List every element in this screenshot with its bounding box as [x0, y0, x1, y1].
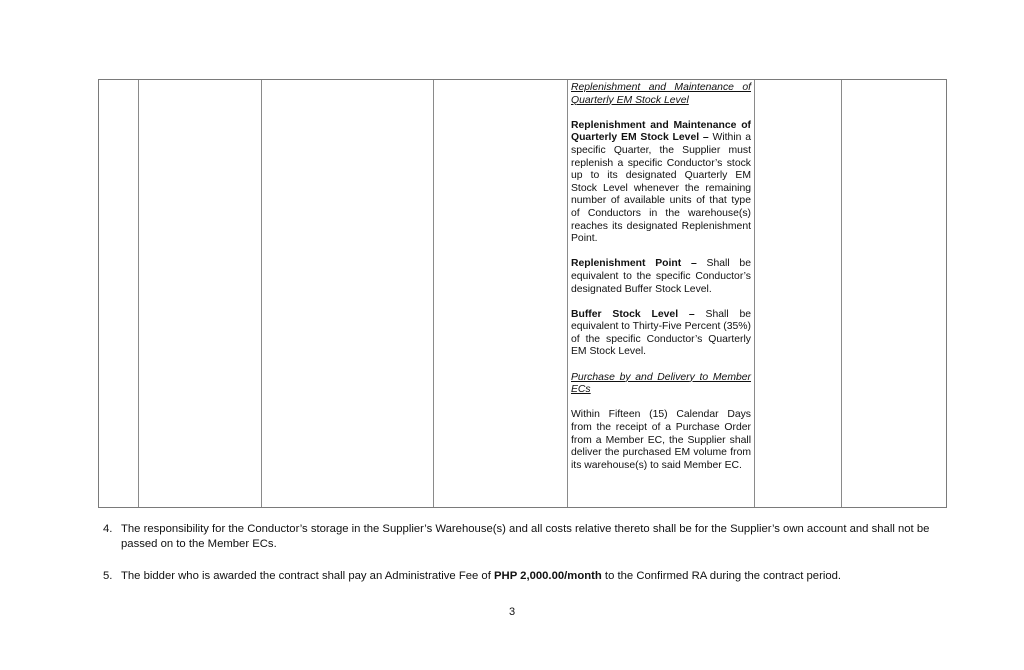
subheading-purchase-delivery: Purchase by and Delivery to Member ECs — [571, 371, 751, 396]
requirements-cell — [571, 82, 751, 472]
list-number: 5. — [103, 570, 113, 582]
term-replenishment-point: Replenishment Point – — [571, 258, 697, 270]
list-number: 4. — [103, 523, 113, 535]
paragraph-replenishment — [571, 120, 751, 246]
list-text-after: to the Confirmed RA during the contract period. — [601, 570, 842, 582]
specifications-table — [98, 79, 947, 508]
column-divider — [841, 80, 842, 507]
column-divider — [754, 80, 755, 507]
paragraph-delivery: Within Fifteen (15) Calendar Days from the receipt of a Purchase Order from a Member EC, the Supplier shall deliver the purchased EM volume from its warehouse(s) to said Member EC. — [571, 409, 751, 471]
definition-replenishment: Within a specific Quarter, the Supplier must replenish a specific Conductor’s stock up to its designated Quarterly EM Stock Level whenever the remaining number of available units of that type of Conductors in the warehouse(s) reaches its designated Replenishment Point. — [571, 132, 752, 245]
list-text-before: The bidder who is awarded the contract shall pay an Administrative Fee of — [121, 570, 494, 582]
term-replenishment: Replenishment and Maintenance of Quarterly EM Stock Level – — [571, 119, 751, 144]
paragraph-replenishment-point — [571, 258, 751, 296]
definition-replenishment-point: Shall be equivalent to the specific Conductor’s designated Buffer Stock Level. — [571, 258, 751, 295]
list-item-4 — [103, 522, 953, 552]
term-buffer-stock: Buffer Stock Level – — [571, 308, 695, 320]
column-divider — [138, 80, 139, 507]
column-divider — [567, 80, 568, 507]
column-divider — [261, 80, 262, 507]
definition-buffer-stock: Shall be equivalent to Thirty-Five Percent (35%) of the specific Conductor’s Quarterly EM Stock Level. — [571, 308, 752, 358]
list-item-5 — [103, 569, 953, 584]
list-text: The responsibility for the Conductor’s storage in the Supplier’s Warehouse(s) and all costs relative thereto shall be for the Supplier’s own account and shall not be passed on to the Member ECs. — [121, 523, 930, 550]
subheading-replenishment: Replenishment and Maintenance of Quarterly EM Stock Level — [571, 82, 751, 106]
column-divider — [433, 80, 434, 507]
list-text — [121, 569, 953, 584]
paragraph-buffer-stock — [571, 309, 751, 359]
fee-amount: PHP 2,000.00/month — [494, 570, 602, 582]
page-number: 3 — [508, 606, 516, 618]
